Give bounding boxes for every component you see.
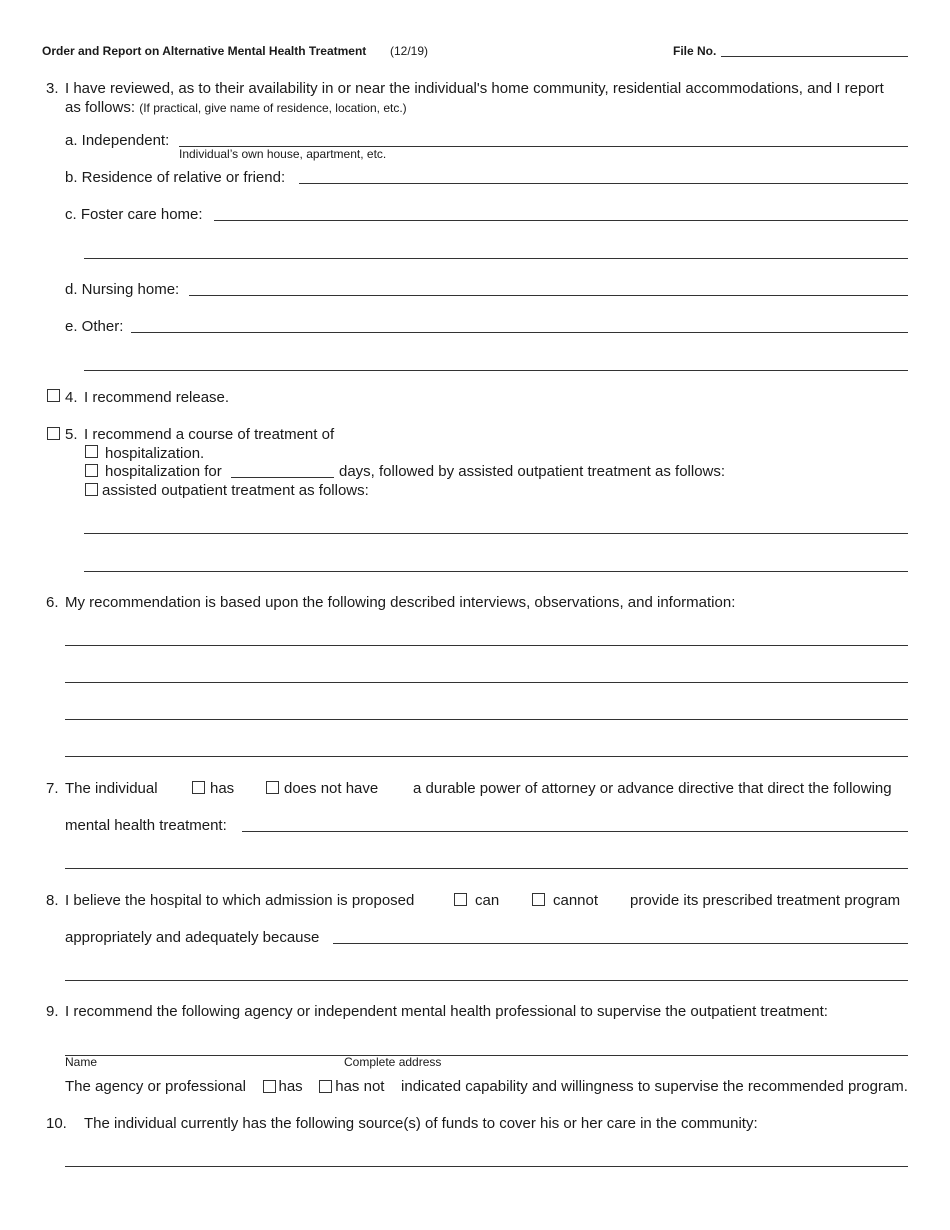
q9-has-not-checkbox[interactable] bbox=[319, 1080, 332, 1093]
q7-has-label: has bbox=[210, 780, 235, 797]
q9-agency-statement bbox=[65, 1078, 908, 1095]
q5-number: 5. bbox=[65, 426, 78, 443]
q9-agency-text-b: indicated capability and willingness to supervise the recommended program. bbox=[401, 1078, 908, 1095]
q6-field-4[interactable] bbox=[65, 756, 908, 757]
q3b-label: b. Residence of relative or friend: bbox=[65, 169, 286, 186]
q5-outpatient-field-2[interactable] bbox=[84, 571, 908, 572]
q5-days-field[interactable] bbox=[231, 477, 334, 478]
q10-funds-field[interactable] bbox=[65, 1166, 908, 1167]
form-title: Order and Report on Alternative Mental Health Treatment bbox=[42, 44, 367, 58]
q3-text: as follows: bbox=[65, 99, 136, 116]
q6-number: 6. bbox=[46, 594, 59, 611]
q3c-foster-field[interactable] bbox=[214, 220, 908, 221]
q5-outpatient-label: assisted outpatient treatment as follows: bbox=[102, 482, 369, 499]
q7-treatment-field-2[interactable] bbox=[65, 868, 908, 869]
q9-address-caption: Complete address bbox=[344, 1055, 442, 1069]
q5-hospitalization-checkbox[interactable] bbox=[85, 445, 98, 458]
q8-text-part1: I believe the hospital to which admission is proposed bbox=[65, 892, 415, 909]
q7-has-checkbox[interactable] bbox=[192, 781, 205, 794]
file-no-field[interactable] bbox=[721, 56, 908, 57]
q7-does-not-have-label: does not have bbox=[284, 780, 379, 797]
q3e-other-field-2[interactable] bbox=[84, 370, 908, 371]
file-no-label: File No. bbox=[673, 44, 717, 58]
q4-checkbox[interactable] bbox=[47, 389, 60, 402]
q3a-label: a. Independent: bbox=[65, 132, 170, 149]
q5-checkbox[interactable] bbox=[47, 427, 60, 440]
q9-name-caption: Name bbox=[65, 1055, 98, 1069]
q9-has-checkbox[interactable] bbox=[263, 1080, 276, 1093]
q3d-label: d. Nursing home: bbox=[65, 281, 180, 298]
q4-number: 4. bbox=[65, 389, 78, 406]
q8-because-field-2[interactable] bbox=[65, 980, 908, 981]
q3-number: 3. bbox=[46, 80, 59, 97]
q9-text: I recommend the following agency or independent mental health professional to supervise the outpatient treatment: bbox=[65, 1003, 828, 1020]
q9-has-group bbox=[263, 1078, 303, 1095]
q4-text: I recommend release. bbox=[84, 389, 230, 406]
q8-cannot-checkbox[interactable] bbox=[532, 893, 545, 906]
q9-number: 9. bbox=[46, 1003, 59, 1020]
q7-text-part1: The individual bbox=[65, 780, 158, 797]
q9-has-not-group bbox=[319, 1078, 384, 1095]
q10-text: The individual currently has the following source(s) of funds to cover his or her care in the community: bbox=[84, 1115, 758, 1132]
q3b-relative-field[interactable] bbox=[299, 183, 908, 184]
q10-number: 10. bbox=[46, 1115, 67, 1132]
q7-treatment-field[interactable] bbox=[242, 831, 908, 832]
q9-agency-text-a: The agency or professional bbox=[65, 1078, 246, 1095]
q3-note: (If practical, give name of residence, location, etc.) bbox=[139, 101, 407, 115]
q6-field-1[interactable] bbox=[65, 645, 908, 646]
q3c-foster-field-2[interactable] bbox=[84, 258, 908, 259]
q5-text: I recommend a course of treatment of bbox=[84, 426, 335, 443]
q3d-nursing-field[interactable] bbox=[189, 295, 908, 296]
q8-number: 8. bbox=[46, 892, 59, 909]
q7-number: 7. bbox=[46, 780, 59, 797]
q5-days-label: days, followed by assisted outpatient treatment as follows: bbox=[339, 463, 726, 480]
q6-text: My recommendation is based upon the following described interviews, observations, and information: bbox=[65, 594, 736, 611]
q7-text-line2: mental health treatment: bbox=[65, 817, 227, 834]
q5-hospitalization-for-label: hospitalization for bbox=[105, 463, 222, 480]
q8-text-part2: provide its prescribed treatment program bbox=[630, 892, 901, 909]
q6-field-2[interactable] bbox=[65, 682, 908, 683]
q5-outpatient-checkbox[interactable] bbox=[85, 483, 98, 496]
q3a-caption: Individual’s own house, apartment, etc. bbox=[179, 147, 387, 161]
q5-hospitalization-days-checkbox[interactable] bbox=[85, 464, 98, 477]
q9-has-label: has bbox=[278, 1078, 303, 1095]
form-revision: (12/19) bbox=[390, 44, 429, 58]
q8-text-line2: appropriately and adequately because bbox=[65, 929, 320, 946]
q8-cannot-label: cannot bbox=[553, 892, 599, 909]
q3c-label: c. Foster care home: bbox=[65, 206, 203, 223]
q8-can-label: can bbox=[475, 892, 500, 909]
q7-does-not-have-checkbox[interactable] bbox=[266, 781, 279, 794]
q6-field-3[interactable] bbox=[65, 719, 908, 720]
q9-agency-field[interactable] bbox=[65, 1055, 908, 1056]
q5-outpatient-field-1[interactable] bbox=[84, 533, 908, 534]
q3e-other-field[interactable] bbox=[131, 332, 908, 333]
q3-text-line1: I have reviewed, as to their availability in or near the individual's home community, residential accommodations, and I report bbox=[65, 80, 884, 97]
q8-can-checkbox[interactable] bbox=[454, 893, 467, 906]
q3-text-line2 bbox=[65, 99, 407, 116]
q8-because-field[interactable] bbox=[333, 943, 908, 944]
q3e-label: e. Other: bbox=[65, 318, 124, 335]
q5-hospitalization-label: hospitalization. bbox=[105, 445, 205, 462]
q7-text-part2: a durable power of attorney or advance directive that direct the following bbox=[413, 780, 892, 797]
q9-has-not-label: has not bbox=[335, 1078, 385, 1095]
